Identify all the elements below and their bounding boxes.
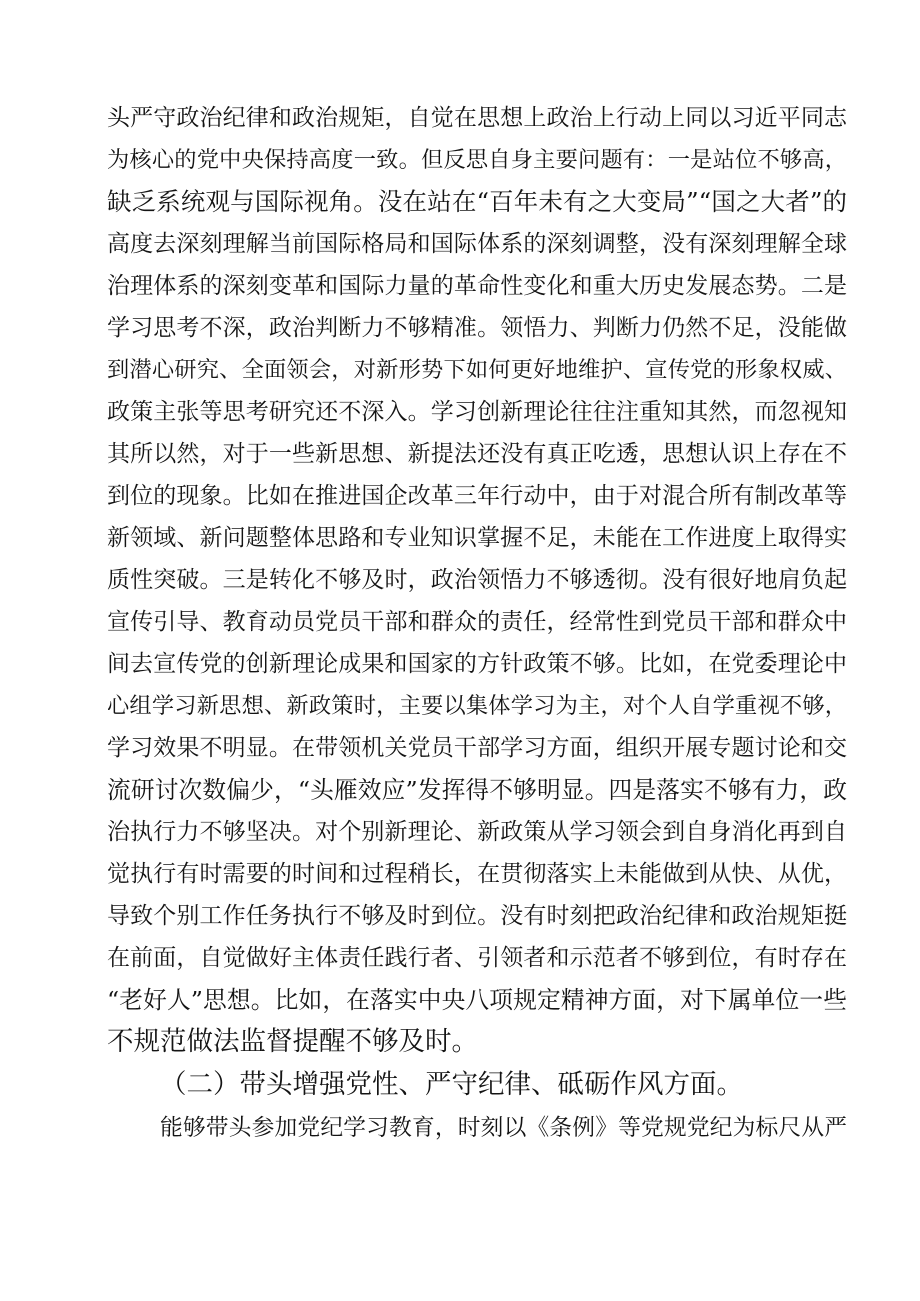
body-text-line: 其所以然，对于一些新思想、新提法还没有真正吃透，思想认识上存在不 <box>107 441 847 467</box>
section-subheading: （二）带头增强党性、严守纪律、砥砺作风方面。 <box>160 1069 743 1100</box>
body-text-line: 治执行力不够坚决。对个别新理论、新政策从学习领会到自身消化再到自 <box>107 819 847 845</box>
body-text-line: 学习思考不深，政治判断力不够精准。领悟力、判断力仍然不足，没能做 <box>107 315 847 341</box>
body-text-line: 不规范做法监督提醒不够及时。 <box>107 1026 478 1057</box>
body-text-line: 在前面，自觉做好主体责任践行者、引领者和示范者不够到位，有时存在 <box>107 945 847 971</box>
body-text-line: 治理体系的深刻变革和国际力量的革命性变化和重大历史发展态势。二是 <box>107 273 847 299</box>
body-text-line: 心组学习新思想、新政策时，主要以集体学习为主，对个人自学重视不够， <box>107 693 847 719</box>
body-text-line: 头严守政治纪律和政治规矩，自觉在思想上政治上行动上同以习近平同志 <box>107 105 847 131</box>
body-text-line: 间去宣传党的创新理论成果和国家的方针政策不够。比如，在党委理论中 <box>107 651 847 677</box>
body-text-line: 为核心的党中央保持高度一致。但反思自身主要问题有：一是站位不够高， <box>107 147 847 173</box>
body-text-line: 质性突破。三是转化不够及时，政治领悟力不够透彻。没有很好地肩负起 <box>107 567 847 593</box>
body-text-line: 缺乏系统观与国际视角。没在站在“百年未有之大变局”“国之大者”的 <box>107 187 847 216</box>
body-text-line: 到位的现象。比如在推进国企改革三年行动中，由于对混合所有制改革等 <box>107 483 847 509</box>
body-text-line: 宣传引导、教育动员党员干部和群众的责任，经常性到党员干部和群众中 <box>107 609 847 635</box>
body-text-line: 新领域、新问题整体思路和专业知识掌握不足，未能在工作进度上取得实 <box>107 525 847 551</box>
body-text-line: 高度去深刻理解当前国际格局和国际体系的深刻调整，没有深刻理解全球 <box>107 231 847 257</box>
body-text-line: “老好人”思想。比如，在落实中央八项规定精神方面，对下属单位一些 <box>107 986 847 1014</box>
body-text-line: 能够带头参加党纪学习教育，时刻以《条例》等党规党纪为标尺从严 <box>160 1115 847 1141</box>
body-text-line: 到潜心研究、全面领会，对新形势下如何更好地维护、宣传党的形象权威、 <box>107 357 847 383</box>
body-text-line: 政策主张等思考研究还不深入。学习创新理论往往注重知其然，而忽视知 <box>107 399 847 425</box>
body-text-line: 流研讨次数偏少，“头雁效应”发挥得不够明显。四是落实不够有力，政 <box>107 776 847 804</box>
body-text-line: 学习效果不明显。在带领机关党员干部学习方面，组织开展专题讨论和交 <box>107 735 847 761</box>
body-text-line: 觉执行有时需要的时间和过程稍长，在贯彻落实上未能做到从快、从优， <box>107 861 847 887</box>
body-text-line: 导致个别工作任务执行不够及时到位。没有时刻把政治纪律和政治规矩挺 <box>107 903 847 929</box>
